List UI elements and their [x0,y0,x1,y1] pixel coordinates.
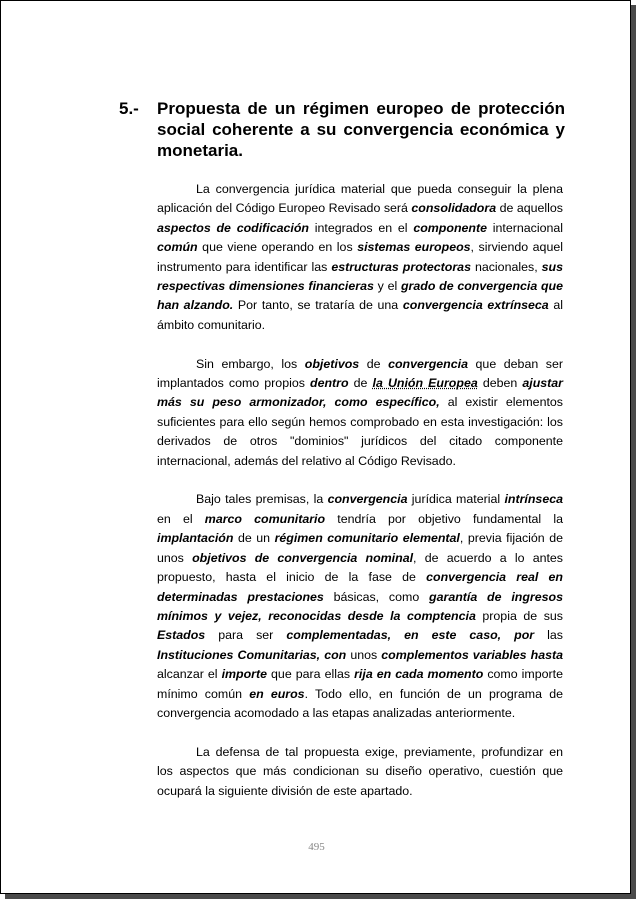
text-run: . Todo ello, en función de un programa de convergencia acomodado a las etapas analizadas anteriormente. [157,686,563,720]
emphasis: Instituciones Comunitarias, con [157,647,347,662]
emphasis: Estados [157,628,206,643]
text-run: unos [346,647,382,662]
emphasis: complementos variables hasta [381,647,563,662]
emphasis: común [157,240,198,255]
text-run: básicas, como [323,589,430,604]
text-run: , previa fijación de unos [157,531,564,565]
text-run: deben [477,376,523,391]
text-run: La defensa de tal propuesta exige, previamente, profundizar en los aspectos que más condicionan su diseño operativo, cuestión que ocupará la siguiente división de este apartado. [157,744,563,798]
emphasis: sus respectivas dimensiones financieras [157,259,563,294]
emphasis: componente [413,220,487,235]
text-run: internacional [487,220,564,235]
text-run: alcanzar el [157,667,222,682]
text-run: tendría por objetivo fundamental la [325,511,564,526]
emphasis: implantación [157,531,234,546]
text-run: Por tanto, se trataría de una [233,298,403,313]
text-run: Sin embargo, los [196,356,305,371]
text-run: y el [373,279,401,294]
emphasis: rija en cada momento [354,667,484,682]
emphasis: importe [221,667,267,682]
emphasis: consolidadora [411,201,497,216]
emphasis: convergencia extrínseca [402,298,549,313]
emphasis: complementadas, en este caso, por [286,628,535,643]
section-number: 5.- [119,99,139,118]
text-run: como importe mínimo común [157,667,563,701]
emphasis: sistemas europeos [357,240,471,255]
section-title: Propuesta de un régimen europeo de protección social coherente a su convergencia económica y monetaria. [157,99,565,160]
emphasis: objetivos de convergencia nominal [192,550,414,565]
text-run: que viene operando en los [197,240,358,255]
text-run: , de acuerdo a lo antes propuesto, hasta el inicio de la fase de [157,550,564,585]
text-run: integrados en el [309,220,414,235]
emphasis: convergencia [327,492,408,507]
emphasis: garantía de ingresos mínimos y vejez, reconocidas desde la comptencia [157,589,563,623]
section-heading [119,98,565,161]
paragraph [157,355,563,471]
paragraph [157,180,563,335]
paragraph [157,743,563,801]
text-run: de [359,356,389,371]
text-run: de [348,376,373,391]
paragraph [157,490,563,723]
emphasis: grado de convergencia que han alzando. [157,279,564,313]
text-run: La convergencia jurídica material que pueda conseguir la plena aplicación del Código Europeo Revisado será [157,182,563,216]
emphasis: en euros [249,686,305,701]
text-run: jurídica material [407,492,505,507]
emphasis: convergencia real en determinadas prestaciones [157,570,563,604]
text-run: propia de sus [475,608,563,623]
text-run: que para ellas [267,667,355,682]
text-run: en el [157,511,205,526]
text-run: al existir elementos suficientes para ello según hemos comprobado en esta investigación: los derivados de otros "dominios" jurídicos del citado componente internacional, además del relativo al Código Revisado. [157,395,563,468]
text-run: de un [233,531,275,546]
text-run: para ser [205,628,287,643]
emphasis: intrínseca [504,492,563,507]
text-run: nacionales, [470,259,542,274]
page-number: 495 [308,841,325,853]
emphasis: convergencia [388,356,468,371]
emphasis: la Unión Europea [372,376,478,391]
emphasis: marco comunitario [204,511,326,526]
emphasis: estructuras protectoras [331,259,471,274]
emphasis: aspectos de codificación [157,220,309,235]
text-run: las [534,628,563,643]
body-text [157,180,563,820]
emphasis: régimen comunitario elemental [274,531,460,546]
text-run: , sirviendo aquel instrumento para identificar las [157,240,563,274]
text-run: que deban ser implantados como propios [157,356,563,391]
emphasis: ajustar más su peso armonizador, como específico, [157,376,564,410]
emphasis: objetivos [304,356,360,371]
text-run: al ámbito comunitario. [157,298,563,332]
text-run: de aquellos [496,201,563,216]
text-run: Bajo tales premisas, la [196,492,328,507]
emphasis: dentro [310,376,349,391]
